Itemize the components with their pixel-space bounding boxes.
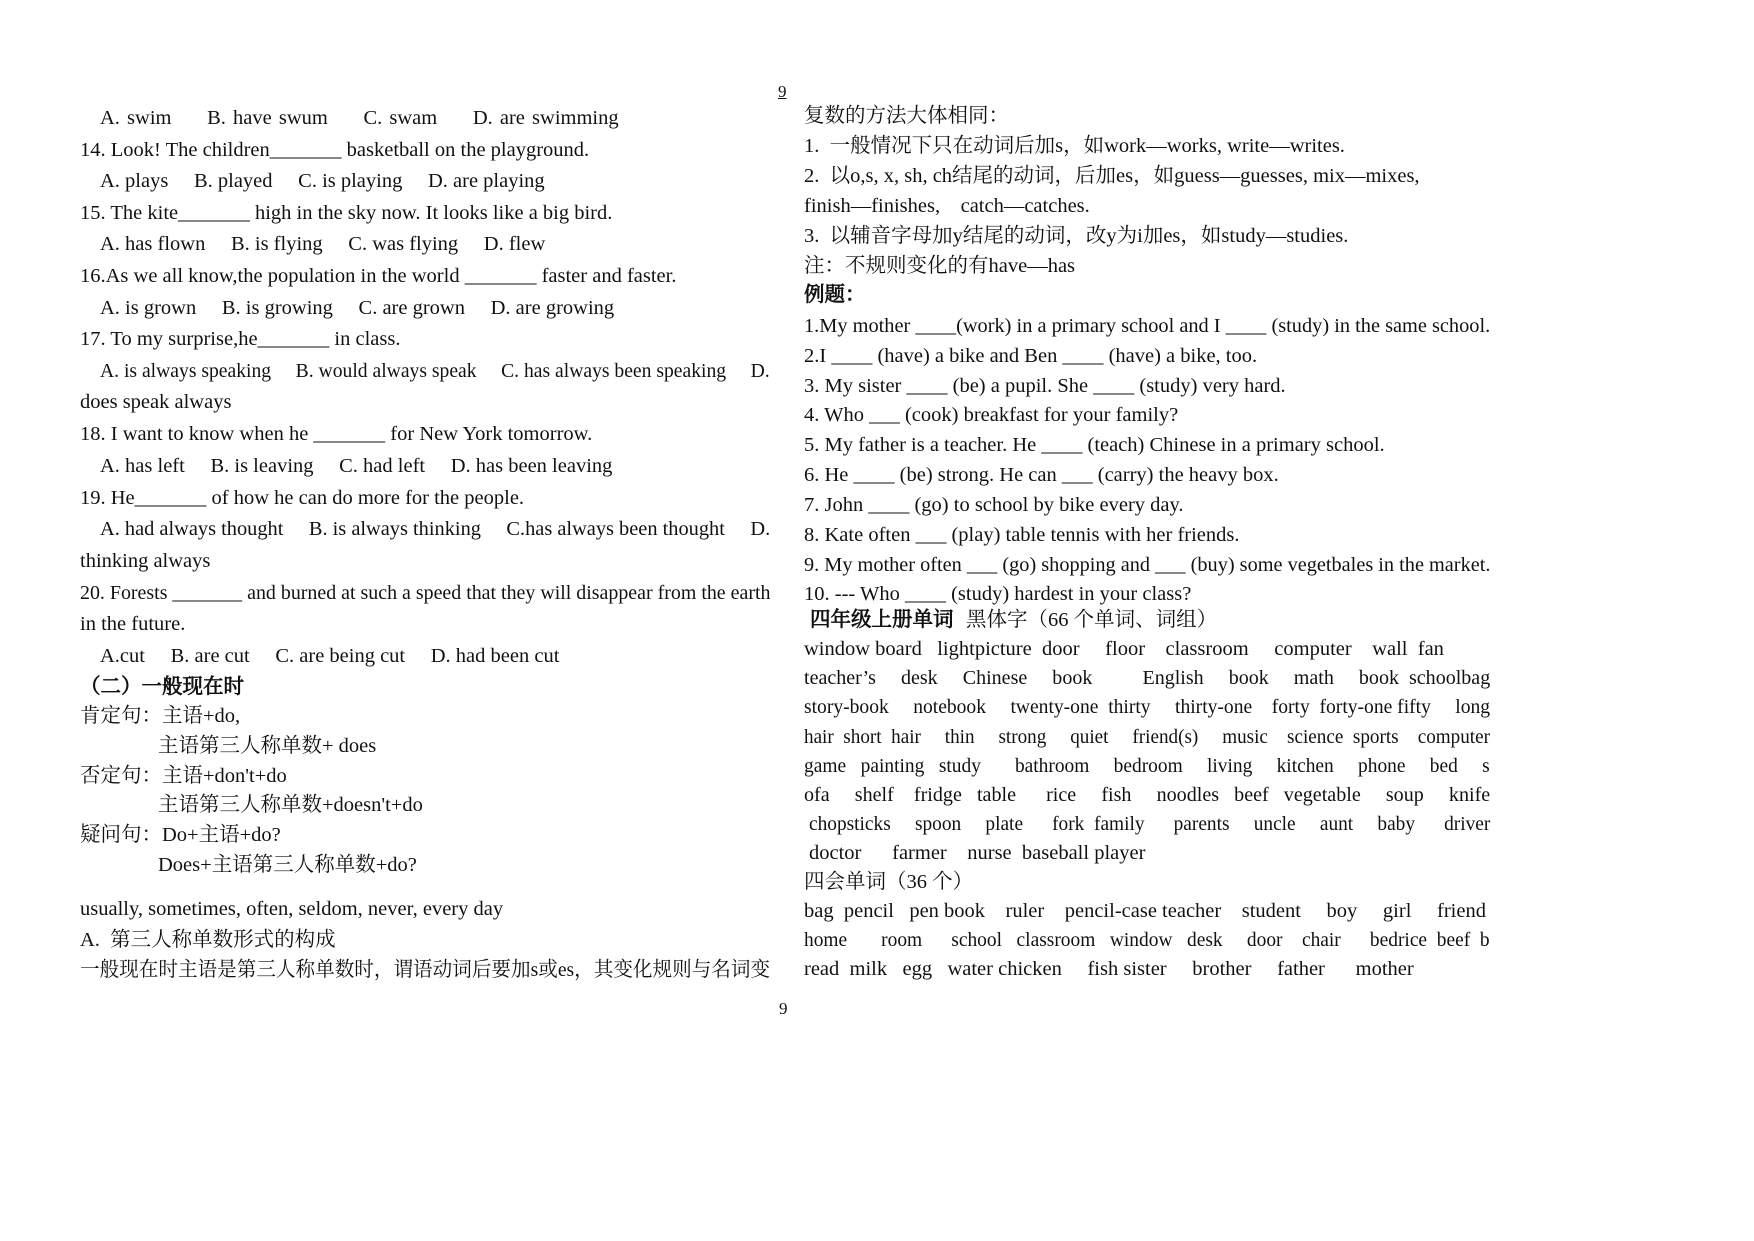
text-line: 17. To my surprise,he_______ in class. [80,328,401,350]
text-line: A. is grown B. is growing C. are grown D. are growing [100,297,615,319]
text-line: thinking always [80,550,211,572]
exercise-line: 9. My mother often ___ (go) shopping and ___ (buy) some vegetbales in the market. [804,554,1491,576]
exercise-line: 2.I ____ (have) a bike and Ben ____ (have) a bike, too. [804,345,1258,367]
top-page-number: 9 [778,82,787,101]
text-line: usually, sometimes, often, seldom, never, every day [80,898,504,920]
text-line: 注：不规则变化的有have—has [804,255,1076,277]
word-list-line: ofa shelf fridge table rice fish noodles beef vegetable soup knife [804,784,1491,806]
word-list-line: hair short hair thin strong quiet friend(s) music science sports computer [804,726,1490,748]
text-line: finish—finishes, catch—catches. [804,195,1090,217]
exercise-line: 1.My mother ____(work) in a primary school and I ____ (study) in the same school. [804,315,1491,337]
text-line: Does+主语第三人称单数+do? [158,854,417,876]
section-subheading: 黑体字（66 个单词、词组） [966,609,1218,631]
text-line: A. plays B. played C. is playing D. are playing [100,170,545,192]
text-line: A. has left B. is leaving C. had left D. has been leaving [100,455,613,477]
word-list-line: story-book notebook twenty-one thirty thirty-one forty forty-one fifty long [804,696,1491,718]
text-line: 14. Look! The children_______ basketball on the playground. [80,139,590,161]
text-line: 20. Forests _______ and burned at such a speed that they will disappear from the earth [80,582,771,604]
word-list-line: doctor farmer nurse baseball player [809,842,1146,864]
text-line: A. swim B. have swum C. swam D. are swimming [100,107,619,129]
word-list-line: teacher’s desk Chinese book English book math book schoolbag [804,667,1491,689]
text-line: does speak always [80,391,232,413]
text-line: 3. 以辅音字母加y结尾的动词，改y为i加es，如study—studies. [804,225,1349,247]
section-heading: 四年级上册单词 [810,609,954,631]
exercise-line: 5. My father is a teacher. He ____ (teach) Chinese in a primary school. [804,434,1385,456]
word-list-line: window board lightpicture door floor classroom computer wall fan [804,638,1444,660]
section-heading: 例题： [804,284,866,306]
word-list-line: chopsticks spoon plate fork family parents uncle aunt baby driver [809,813,1491,835]
text-line: 复数的方法大体相同： [804,105,1009,127]
exercise-line: 4. Who ___ (cook) breakfast for your family? [804,404,1179,426]
word-list-line: home room school classroom window desk door chair bedrice beef b [804,929,1490,951]
word-list-line: game painting study bathroom bedroom living kitchen phone bed s [804,755,1490,777]
text-line: 16.As we all know,the population in the world _______ faster and faster. [80,265,677,287]
text-line: 19. He_______ of how he can do more for the people. [80,487,525,509]
text-line: 2. 以o,s, x, sh, ch结尾的动词，后加es，如guess—guesses, mix—mixes, [804,165,1420,187]
bottom-page-number: 9 [779,999,788,1018]
text-line: A. has flown B. is flying C. was flying D. flew [100,233,546,255]
text-line: in the future. [80,613,186,635]
text-line: A.cut B. are cut C. are being cut D. had been cut [100,645,560,667]
text-line: 主语第三人称单数+ does [158,735,377,757]
text-line: 肯定句：主语+do, [80,705,241,727]
text-line: A. is always speaking B. would always speak C. has always been speaking D. [100,360,770,382]
text-line: A. had always thought B. is always thinking C.has always been thought D. [100,518,771,540]
word-list-line: read milk egg water chicken fish sister brother father mother [804,958,1414,980]
text-line: 15. The kite_______ high in the sky now. It looks like a big bird. [80,202,613,224]
text-line: 18. I want to know when he _______ for New York tomorrow. [80,423,593,445]
exercise-line: 8. Kate often ___ (play) table tennis with her friends. [804,524,1240,546]
exercise-line: 3. My sister ____ (be) a pupil. She ____ (study) very hard. [804,375,1286,397]
section-subheading: 四会单词（36 个） [804,871,974,893]
exercise-line: 6. He ____ (be) strong. He can ___ (carry) the heavy box. [804,464,1279,486]
word-list-line: bag pencil pen book ruler pencil-case teacher student boy girl friend [804,900,1486,922]
text-line: 一般现在时主语是第三人称单数时，谓语动词后要加s或es，其变化规则与名词变 [80,959,771,981]
text-line: A. 第三人称单数形式的构成 [80,929,336,951]
exercise-line: 10. --- Who ____ (study) hardest in your class? [804,583,1192,605]
text-line: 疑问句：Do+主语+do? [80,824,281,846]
text-line: 主语第三人称单数+doesn't+do [158,794,423,816]
exercise-line: 7. John ____ (go) to school by bike every day. [804,494,1184,516]
text-line: 1. 一般情况下只在动词后加s，如work—works, write—writes. [804,135,1345,157]
section-heading: （二）一般现在时 [80,676,244,698]
text-line: 否定句：主语+don't+do [80,765,287,787]
